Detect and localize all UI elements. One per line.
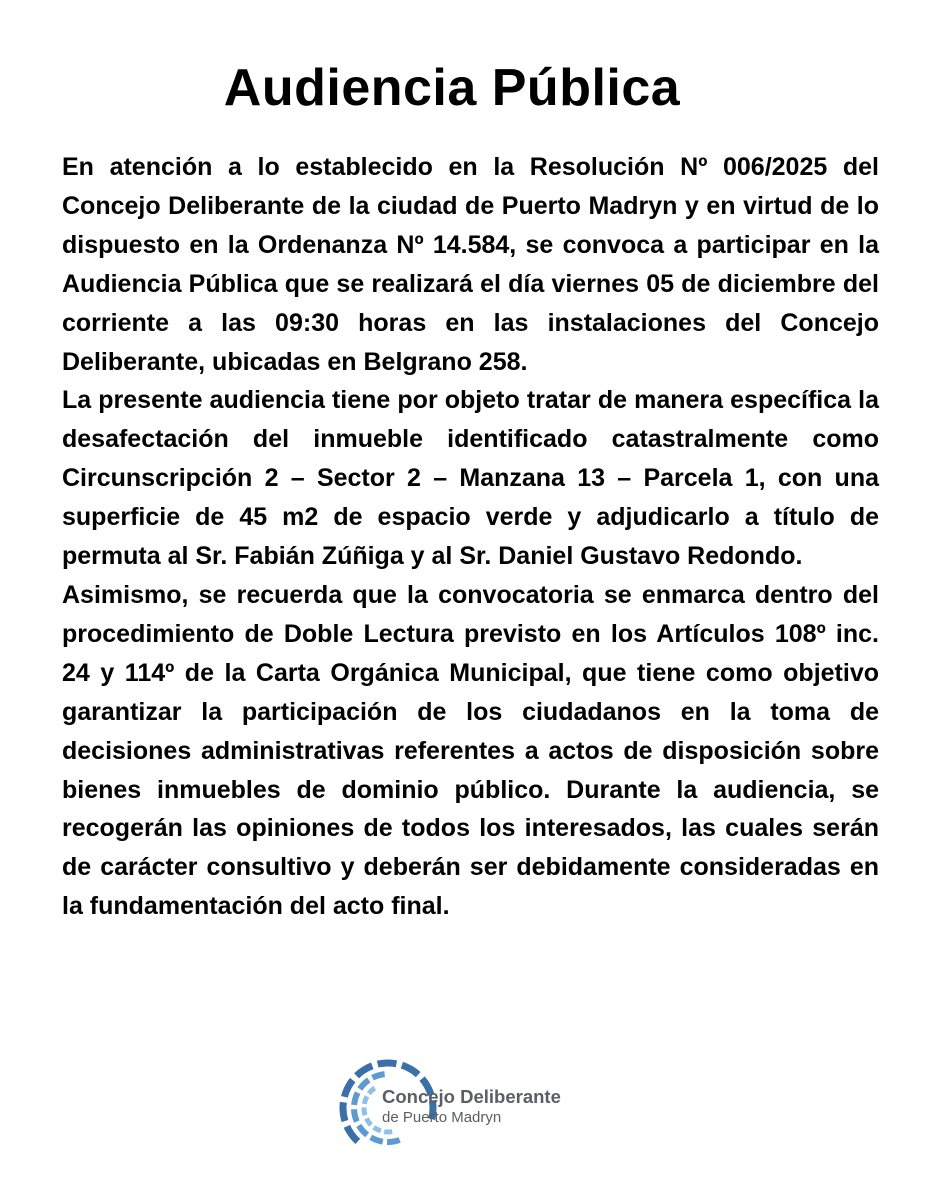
paragraph-purpose: La presente audiencia tiene por objeto tratar de manera específica la desafectación del inmueble identificado catastralmente como Circunscripción 2 – Sector 2 – Manzana 13 – Parcela 1, con una superficie de 45 m2 de espacio verde y adjudicarlo a título de permuta al Sr. Fabián Zúñiga y al Sr. Daniel Gustavo Redondo. (62, 386, 879, 571)
notice-body (62, 148, 879, 926)
concentric-arcs-logo-icon (338, 1058, 438, 1158)
logo-subtitle: de Puerto Madryn (382, 1109, 502, 1126)
page-title: Audiencia Pública (223, 59, 681, 117)
paragraph-procedure: Asimismo, se recuerda que la convocatoria se enmarca dentro del procedimiento de Doble Lectura previsto en los Artículos 108º inc. 24 y 114º de la Carta Orgánica Municipal, que tiene como objetivo garantizar la participación de los ciudadanos en la toma de decisiones administrativas referentes a actos de disposición sobre bienes inmuebles de dominio público. Durante la audiencia, se recogerán las opiniones de todos los interesados, las cuales serán de carácter consultivo y deberán ser debidamente consideradas en la fundamentación del acto final. (62, 580, 879, 921)
institution-logo (338, 1058, 608, 1158)
paragraph-convocation: En atención a lo establecido en la Resolución Nº 006/2025 del Concejo Deliberante de la ciudad de Puerto Madryn y en virtud de lo dispuesto en la Ordenanza Nº 14.584, se convoca a participar en la Audiencia Pública que se realizará el día viernes 05 de diciembre del corriente a las 09:30 horas en las instalaciones del Concejo Deliberante, ubicadas en Belgrano 258. (62, 153, 879, 376)
logo-name: Concejo Deliberante (382, 1086, 561, 1107)
